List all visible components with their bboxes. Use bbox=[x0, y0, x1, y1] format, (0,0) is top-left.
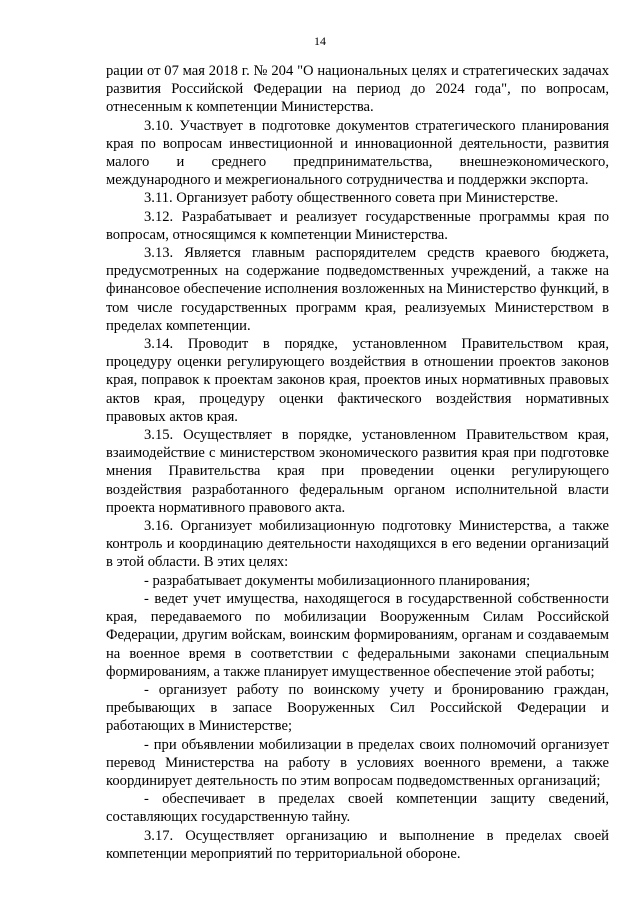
paragraph-3-14: 3.14. Проводит в порядке, установленном Правительством края, процедуру оценки регулирующего воздействия в отношении проектов законов края, поправок к проектам законов края, проектов иных нормативных правовых актов края, процедуру оценки фактического воздействия нормативных правовых актов края. bbox=[106, 336, 609, 425]
list-item-wartime-transition: - при объявлении мобилизации в пределах своих полномочий организует перевод Министерства на работу в условиях военного времени, а также координирует деятельность по этим вопросам подведомственных организаций; bbox=[106, 736, 609, 789]
page-number: 14 bbox=[314, 34, 326, 48]
paragraph-3-17: 3.17. Осуществляет организацию и выполнение в пределах своей компетенции мероприятий по территориальной обороне. bbox=[106, 827, 609, 862]
paragraph-3-10: 3.10. Участвует в подготовке документов стратегического планирования края по вопросам инвестиционной и инновационной деятельности, развития малого и среднего предпринимательства, внешнеэкономического, международного и межрегионального сотрудничества и поддержки экспорта. bbox=[106, 117, 609, 189]
list-item-mobilization-docs: - разрабатывает документы мобилизационного планирования; bbox=[144, 572, 531, 589]
list-item-property-accounting: - ведет учет имущества, находящегося в государственной собственности края, передаваемого по мобилизации Вооруженным Силам Российской Федерации, другим войскам, воинским формированиям, органам и создаваемым на военное время в соответствии с федеральными законами специальным формированиям, а также планирует имущественное обеспечение этой работы; bbox=[106, 590, 609, 680]
document-body bbox=[106, 62, 609, 863]
list-item-state-secret-protection: - обеспечивает в пределах своей компетенции защиту сведений, составляющих государственную тайну. bbox=[106, 791, 609, 826]
paragraph-3-13: 3.13. Является главным распорядителем средств краевого бюджета, предусмотренных на содержание подведомственных учреждений, а также на финансовое обеспечение исполнения возложенных на Министерство функций, в том числе государственных программ края, реализуемых Министерством в пределах компетенции. bbox=[106, 245, 609, 334]
paragraph-3-15: 3.15. Осуществляет в порядке, установленном Правительством края, взаимодействие с министерством экономического развития края при подготовке мнения Правительства края при проведении оценки регулирующего воздействия разработанного федеральным органом исполнительной власти проекта нормативного правового акта. bbox=[106, 427, 609, 516]
paragraph-3-12: 3.12. Разрабатывает и реализует государственные программы края по вопросам, относящимся к компетенции Министерства. bbox=[106, 208, 609, 243]
paragraph-continuation: рации от 07 мая 2018 г. № 204 "О национальных целях и стратегических задачах развития Российской Федерации на период до 2024 года", по вопросам, отнесенным к компетенции Министерства. bbox=[106, 63, 609, 116]
paragraph-3-11: 3.11. Организует работу общественного совета при Министерстве. bbox=[144, 190, 559, 207]
list-item-military-registration: - организует работу по воинскому учету и бронированию граждан, пребывающих в запасе Вооруженных Сил Российской Федерации и работающих в Министерстве; bbox=[106, 681, 609, 735]
paragraph-3-16: 3.16. Организует мобилизационную подготовку Министерства, а также контроль и координацию деятельности находящихся в его ведении организаций в этой области. В этих целях: bbox=[106, 518, 609, 571]
